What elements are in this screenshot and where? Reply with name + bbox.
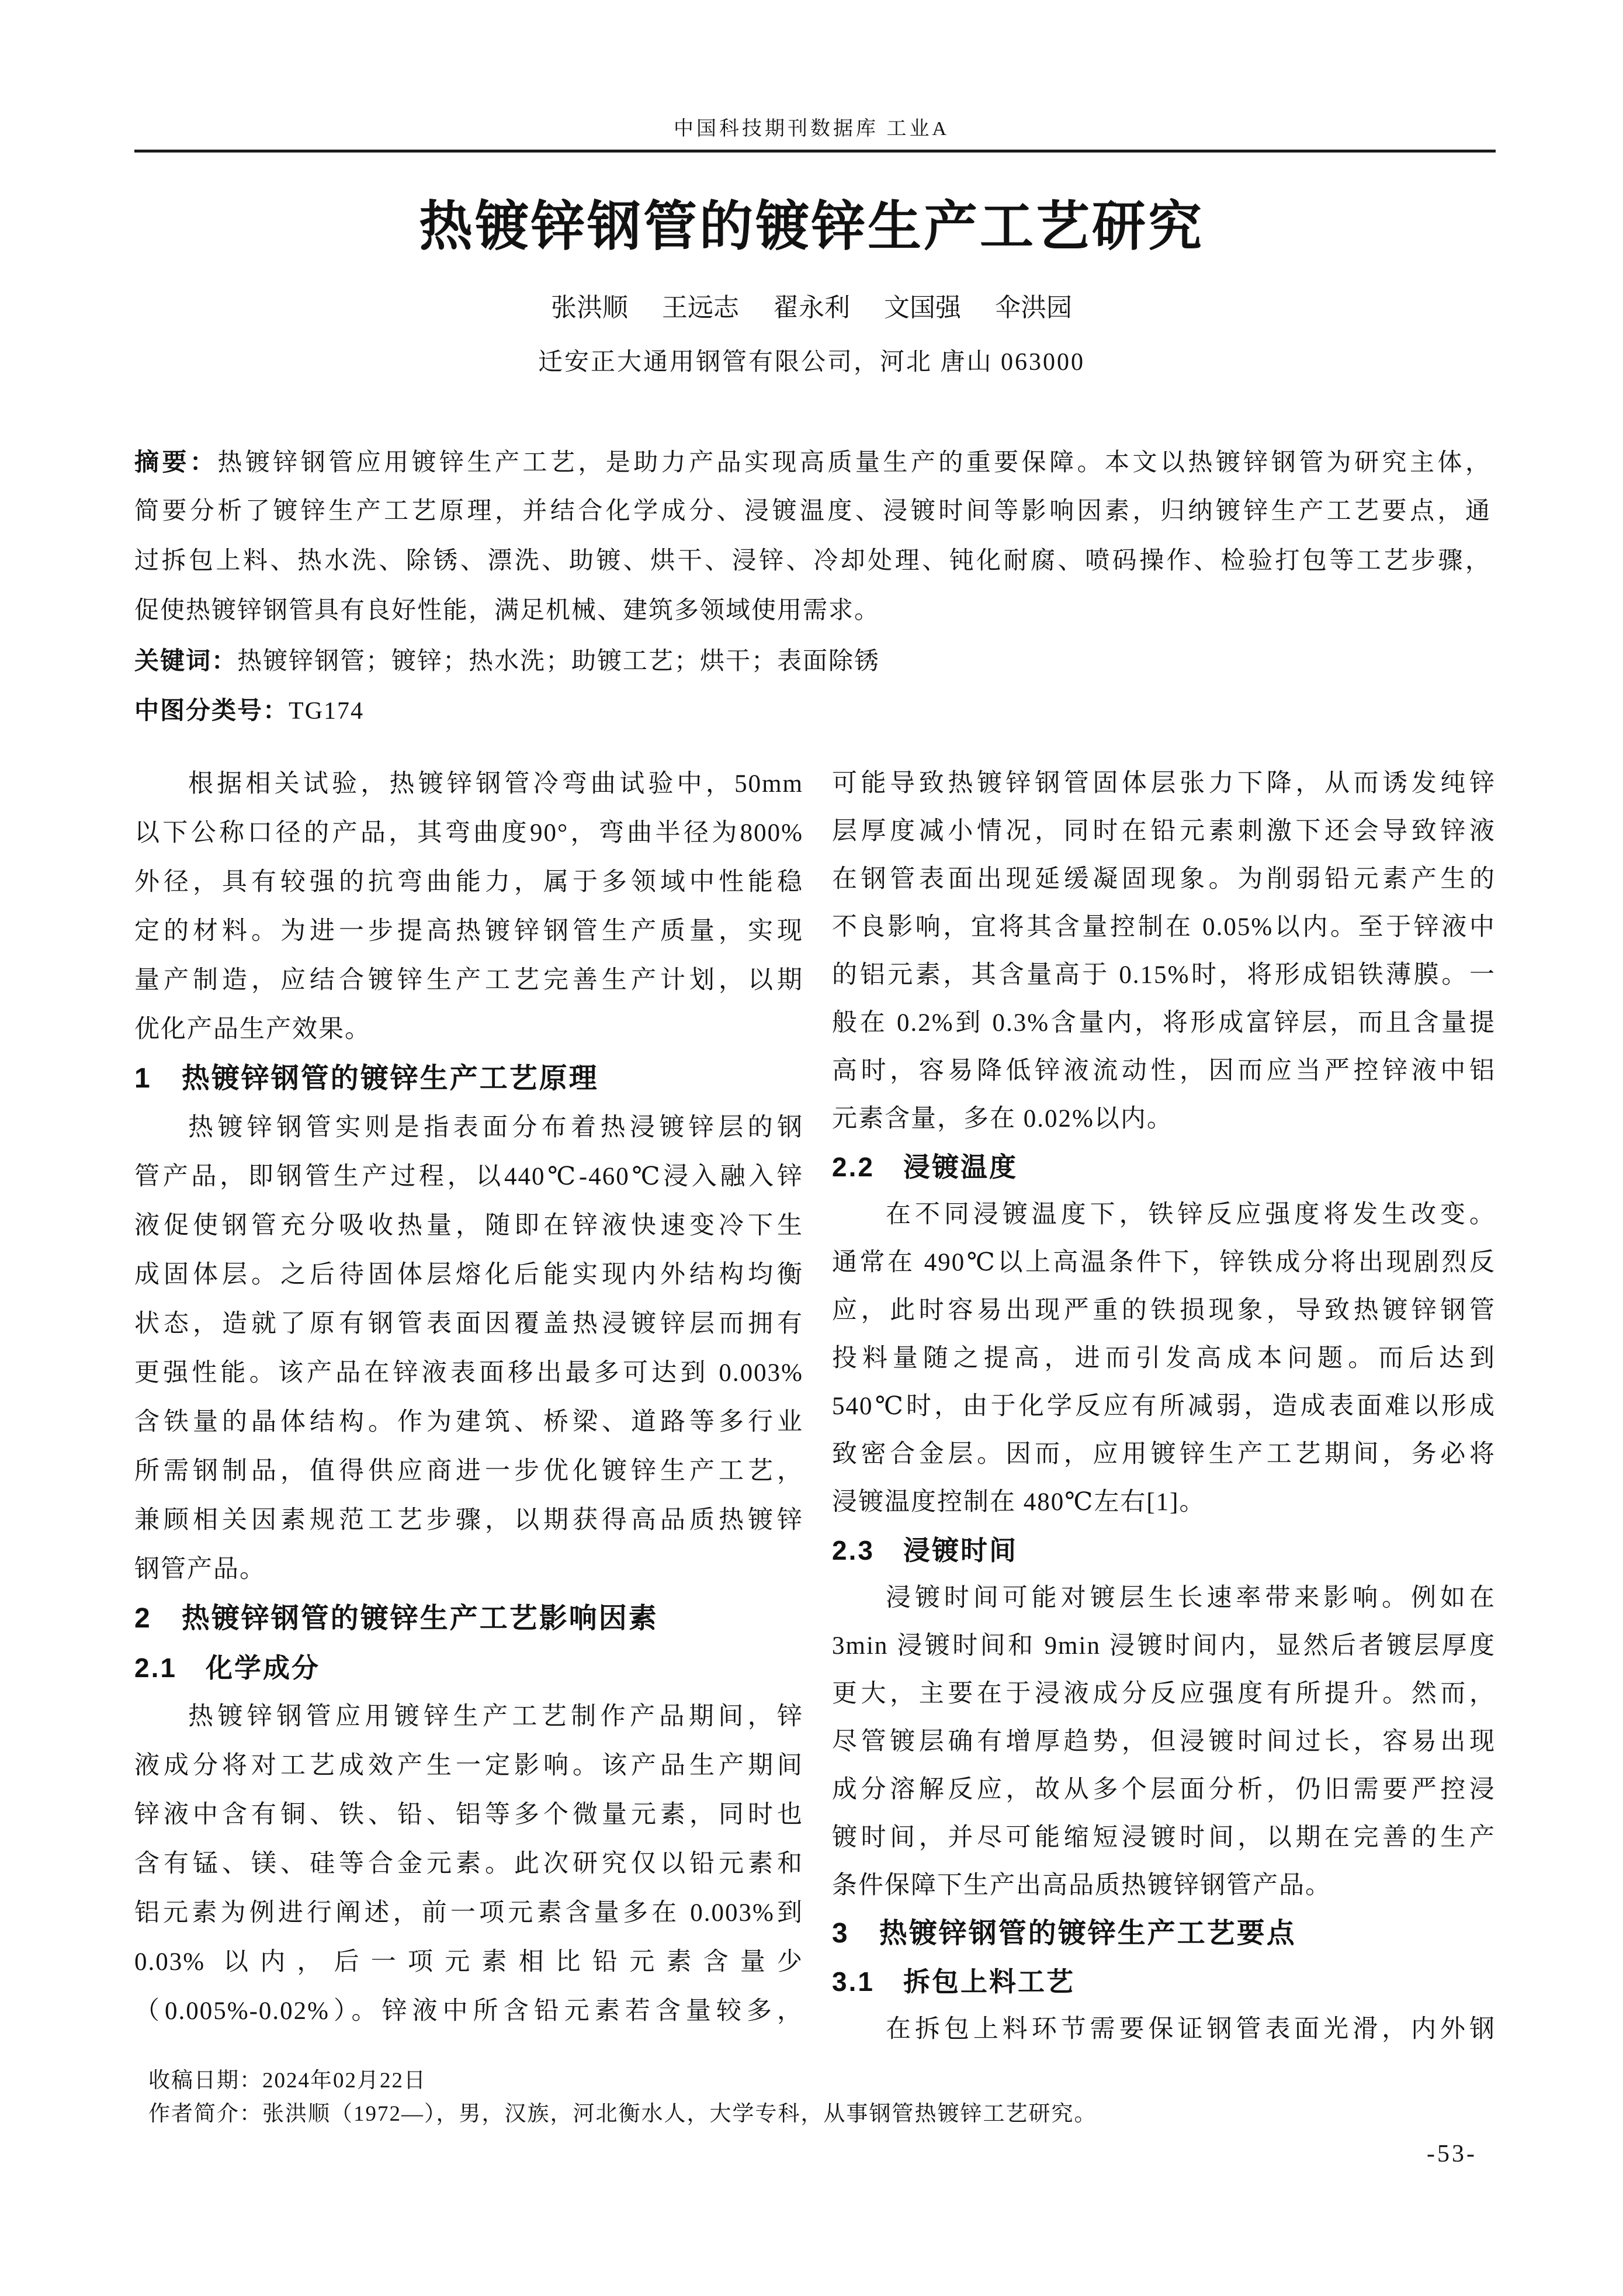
text-line xyxy=(832,1766,1496,1814)
line-text: 投料量随之提高，进而引发高成本问题。而后达到 xyxy=(832,1345,1496,1372)
text-line xyxy=(134,1791,803,1840)
line-text: 在拆包上料环节需要保证钢管表面光滑，内外钢 xyxy=(886,2016,1496,2043)
section-heading xyxy=(832,1526,1496,1574)
line-text: 浸镀温度控制在 480℃左右[1]。 xyxy=(832,1488,1206,1516)
line-text: 可能导致热镀锌钢管固体层张力下降，从而诱发纯锌 xyxy=(832,770,1496,797)
text-line xyxy=(134,1938,803,1987)
author-name: 张洪顺 xyxy=(551,293,628,322)
line-text: 热镀锌钢管应用镀锌生产工艺，是助力产品实现高质量生产的重要保障。本文以热镀锌钢管为研究主体， xyxy=(217,449,1491,476)
text-line xyxy=(134,858,803,907)
affiliation: 迁安正大通用钢管有限公司，河北 唐山 063000 xyxy=(537,349,1085,376)
text-line xyxy=(832,856,1496,903)
header-divider xyxy=(134,150,1496,153)
section-heading xyxy=(832,1958,1496,2006)
line-text: 元素含量，多在 0.02%以内。 xyxy=(832,1105,1173,1133)
line-text: 0.03% 以内，后一项元素相比铅元素含量少 xyxy=(134,1948,803,1976)
line-text: 镀时间，并尽可能缩短浸镀时间，以期在完善的生产 xyxy=(832,1824,1496,1851)
text-line xyxy=(134,907,803,956)
text-line xyxy=(832,951,1496,999)
line-text: 含有锰、镁、硅等合金元素。此次研究仅以铅元素和 xyxy=(134,1850,803,1878)
line-text: 热镀锌钢管；镀锌；热水洗；助镀工艺；烘干；表面除锈 xyxy=(237,648,880,675)
text-line xyxy=(134,1889,803,1938)
line-text: 更大，主要在于浸液成分反应强度有所提升。然而， xyxy=(832,1680,1496,1708)
line-text: 钢管产品。 xyxy=(134,1556,266,1583)
text-line xyxy=(134,1103,803,1152)
page-title: 热镀锌钢管的镀锌生产工艺研究 xyxy=(418,197,1204,257)
text-line xyxy=(832,1622,1496,1670)
section-heading xyxy=(134,1594,803,1643)
line-text: 成分溶解反应，故从多个层面分析，仍旧需要严控浸 xyxy=(832,1776,1496,1803)
line-text: 更强性能。该产品在锌液表面移出最多可达到 0.003% xyxy=(134,1359,803,1387)
text-line xyxy=(832,1191,1496,1239)
line-text: 量产制造，应结合镀锌生产工艺完善生产计划，以期 xyxy=(134,967,803,994)
line-text: 收稿日期：2024年02月22日 xyxy=(148,2069,426,2093)
footnote-block xyxy=(148,2064,1498,2131)
line-text: 1 热镀锌钢管的镀锌生产工艺原理 xyxy=(134,1063,599,1094)
authors-line xyxy=(0,286,1623,324)
text-line xyxy=(832,1814,1496,1862)
text-line xyxy=(832,1335,1496,1383)
text-line xyxy=(832,760,1496,808)
text-line xyxy=(134,437,1491,487)
line-text: 液成分将对工艺成效产生一定影响。该产品生产期间 xyxy=(134,1752,803,1779)
line-text: 层厚度减小情况，同时在铅元素刺激下还会导致锌液 xyxy=(832,818,1496,845)
text-line xyxy=(134,685,1491,735)
line-text: 的铝元素，其含量高于 0.15%时，将形成铝铁薄膜。一 xyxy=(832,961,1496,989)
text-line xyxy=(134,809,803,858)
line-text: 状态，造就了原有钢管表面因覆盖热浸镀锌层而拥有 xyxy=(134,1310,803,1338)
line-text: 定的材料。为进一步提高热镀锌钢管生产质量，实现 xyxy=(134,917,803,945)
line-text: 条件保障下生产出高品质热镀锌钢管产品。 xyxy=(832,1872,1331,1899)
line-text: 浸镀时间可能对镀层生长速率带来影响。例如在 xyxy=(886,1584,1496,1612)
text-line xyxy=(832,999,1496,1047)
text-line xyxy=(134,536,1491,586)
text-line xyxy=(148,2097,1498,2131)
text-line xyxy=(134,1152,803,1201)
text-line xyxy=(134,1398,803,1447)
line-text: 含铁量的晶体结构。作为建筑、桥梁、道路等多行业 xyxy=(134,1408,803,1436)
text-line xyxy=(134,1005,803,1054)
line-text: 3 热镀锌钢管的镀锌生产工艺要点 xyxy=(832,1918,1296,1949)
field-label: 关键词： xyxy=(134,647,238,674)
text-line xyxy=(832,2006,1496,2053)
line-text: 应，此时容易出现严重的铁损现象，导致热镀锌钢管 xyxy=(832,1297,1496,1324)
text-line xyxy=(832,1718,1496,1766)
text-line xyxy=(134,1545,803,1594)
text-line xyxy=(832,1047,1496,1095)
line-text: 铝元素为例进行阐述，前一项元素含量多在 0.003%到 xyxy=(134,1899,803,1927)
author-name: 文国强 xyxy=(884,293,961,322)
line-text: 3.1 拆包上料工艺 xyxy=(832,1966,1075,1997)
text-line xyxy=(832,1287,1496,1335)
line-text: 锌液中含有铜、铁、铅、铝等多个微量元素，同时也 xyxy=(134,1801,803,1829)
line-text: 促使热镀锌钢管具有良好性能，满足机械、建筑多领域使用需求。 xyxy=(134,597,880,624)
line-text: 热镀锌钢管应用镀锌生产工艺制作产品期间，锌 xyxy=(188,1703,803,1730)
line-text: 液促使钢管充分吸收热量，随即在锌液快速变冷下生 xyxy=(134,1212,803,1239)
line-text: 热镀锌钢管实则是指表面分布着热浸镀锌层的钢 xyxy=(188,1114,803,1141)
line-text: 540℃时，由于化学反应有所减弱，造成表面难以形成 xyxy=(832,1393,1496,1420)
text-line xyxy=(832,1431,1496,1478)
line-text: 致密合金层。因而，应用镀锌生产工艺期间，务必将 xyxy=(832,1440,1496,1468)
text-line xyxy=(134,1987,803,2036)
line-text: 简要分析了镀锌生产工艺原理，并结合化学成分、浸镀温度、浸镀时间等影响因素，归纳镀锌生产工艺要点，通 xyxy=(134,498,1491,525)
field-label: 中图分类号： xyxy=(134,697,289,724)
text-line xyxy=(134,1447,803,1496)
text-line xyxy=(134,1300,803,1349)
line-text: 过拆包上料、热水洗、除锈、漂洗、助镀、烘干、浸锌、冷却处理、钝化耐腐、喷码操作、检验打包等工艺步骤， xyxy=(134,548,1491,574)
line-text: 2.1 化学成分 xyxy=(134,1653,320,1683)
text-line xyxy=(832,1383,1496,1431)
text-line xyxy=(832,1095,1496,1143)
text-line xyxy=(134,636,1491,685)
text-line xyxy=(134,1349,803,1398)
section-heading xyxy=(134,1054,803,1103)
line-text: 成固体层。之后待固体层熔化后能实现内外结构均衡 xyxy=(134,1261,803,1289)
page-number: -53- xyxy=(1427,2141,1477,2167)
line-text: 高时，容易降低锌液流动性，因而应当严控锌液中铝 xyxy=(832,1057,1496,1085)
line-text: 兼顾相关因素规范工艺步骤，以期获得高品质热镀锌 xyxy=(134,1507,803,1534)
line-text: 在钢管表面出现延缓凝固现象。为削弱铅元素产生的 xyxy=(832,865,1496,893)
text-line xyxy=(134,586,1491,636)
left-column xyxy=(134,760,803,2036)
line-text: TG174 xyxy=(289,698,365,725)
section-heading xyxy=(134,1643,803,1692)
text-line xyxy=(832,1574,1496,1622)
line-text: 管产品，即钢管生产过程，以440℃-460℃浸入融入锌 xyxy=(134,1163,803,1190)
line-text: 不良影响，宜将其含量控制在 0.05%以内。至于锌液中 xyxy=(832,913,1496,941)
line-text: 尽管镀层确有增厚趋势，但浸镀时间过长，容易出现 xyxy=(832,1728,1496,1755)
line-text: 2 热镀锌钢管的镀锌生产工艺影响因素 xyxy=(134,1603,658,1634)
text-line xyxy=(134,487,1491,536)
author-name: 伞洪园 xyxy=(995,293,1072,322)
text-line xyxy=(134,1840,803,1889)
right-column xyxy=(832,760,1496,2053)
text-line xyxy=(832,903,1496,951)
text-line xyxy=(832,1670,1496,1718)
section-heading xyxy=(832,1143,1496,1191)
line-text: 通常在 490℃以上高温条件下，锌铁成分将出现剧烈反 xyxy=(832,1249,1496,1276)
field-label: 摘要： xyxy=(134,448,218,476)
abstract-block xyxy=(134,437,1491,735)
section-heading xyxy=(832,1910,1496,1958)
text-line xyxy=(134,760,803,809)
line-text: 所需钢制品，值得供应商进一步优化镀锌生产工艺， xyxy=(134,1457,803,1485)
line-text: 外径，具有较强的抗弯曲能力，属于多领域中性能稳 xyxy=(134,868,803,896)
author-name: 翟永利 xyxy=(773,293,850,322)
text-line xyxy=(832,1862,1496,1910)
line-text: 以下公称口径的产品，其弯曲度90°，弯曲半径为800% xyxy=(134,819,803,847)
text-line xyxy=(134,956,803,1005)
text-line xyxy=(134,1692,803,1741)
line-text: 优化产品生产效果。 xyxy=(134,1016,371,1043)
line-text: 作者简介：张洪顺（1972—），男，汉族，河北衡水人，大学专科，从事钢管热镀锌工艺研究。 xyxy=(148,2102,1097,2126)
line-text: （0.005%-0.02%）。锌液中所含铅元素若含量较多， xyxy=(134,1997,803,2025)
line-text: 在不同浸镀温度下，铁锌反应强度将发生改变。 xyxy=(886,1201,1496,1228)
journal-header: 中国科技期刊数据库 工业A xyxy=(673,118,950,140)
text-line xyxy=(134,1496,803,1545)
line-text: 般在 0.2%到 0.3%含量内，将形成富锌层，而且含量提 xyxy=(832,1009,1496,1037)
text-line xyxy=(148,2064,1498,2097)
text-line xyxy=(832,1239,1496,1287)
text-line xyxy=(134,1251,803,1300)
text-line xyxy=(134,1741,803,1791)
line-text: 3min 浸镀时间和 9min 浸镀时间内，显然后者镀层厚度 xyxy=(832,1632,1496,1660)
line-text: 2.2 浸镀温度 xyxy=(832,1152,1018,1182)
text-line xyxy=(832,808,1496,856)
line-text: 根据相关试验，热镀锌钢管冷弯曲试验中，50mm xyxy=(188,770,803,798)
text-line xyxy=(832,1478,1496,1526)
line-text: 2.3 浸镀时间 xyxy=(832,1535,1018,1566)
author-name: 王远志 xyxy=(662,293,739,322)
text-line xyxy=(134,1201,803,1251)
